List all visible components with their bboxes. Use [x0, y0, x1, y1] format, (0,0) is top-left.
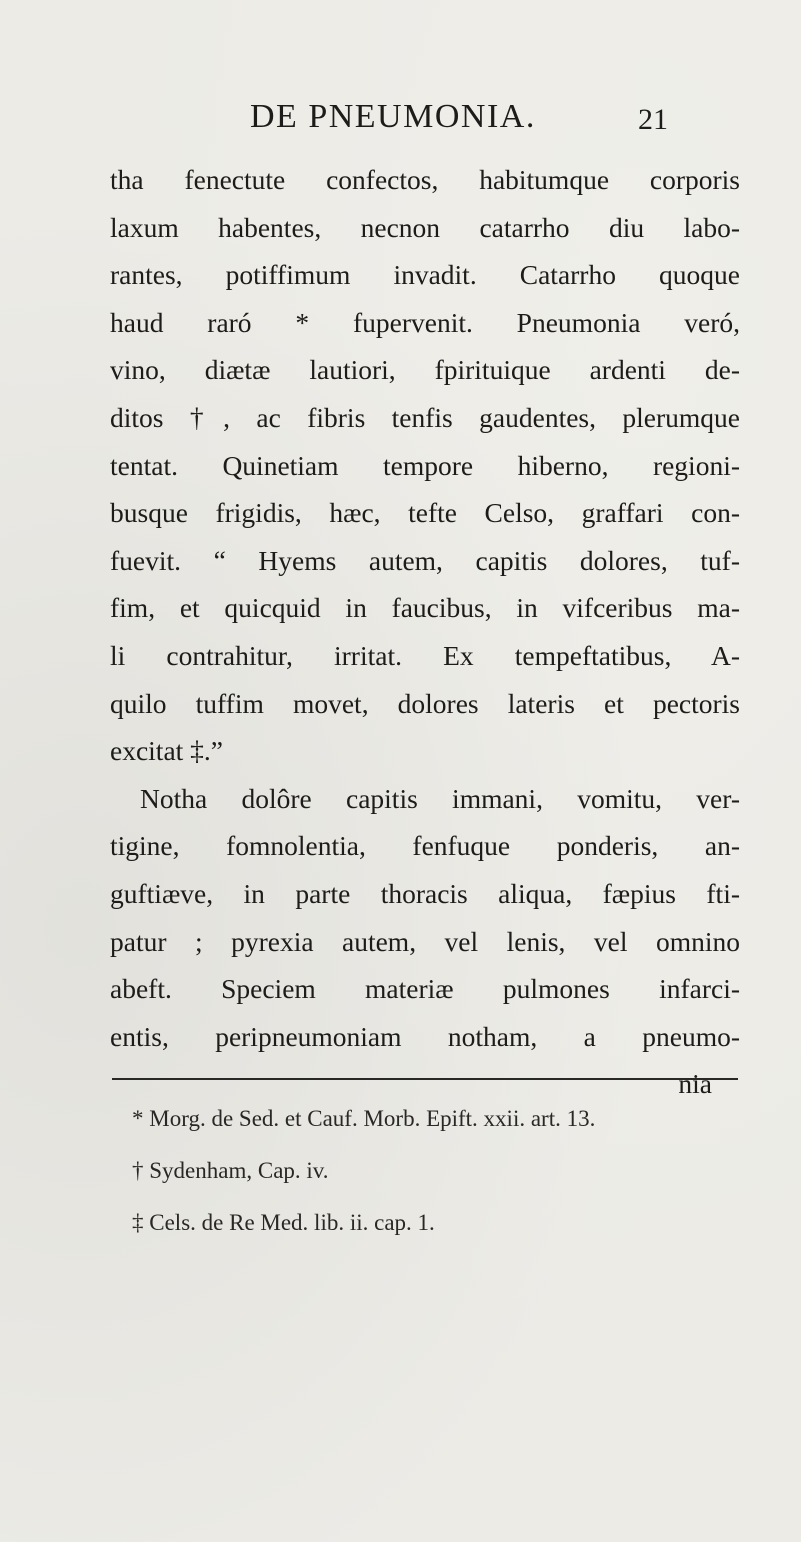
- footnote-rule: [112, 1078, 738, 1080]
- text-line: fuevit. “ Hyems autem, capitis dolores, tuf-: [110, 544, 740, 576]
- text-line: laxum habentes, necnon catarrho diu labo-: [110, 211, 740, 243]
- running-title: DE PNEUMONIA.: [250, 98, 536, 135]
- text-line: tha fenectute confectos, habitumque corporis: [110, 164, 740, 195]
- text-line: guftiæve, in parte thoracis aliqua, fæpius fti-: [110, 877, 740, 909]
- body-text: [110, 156, 740, 1108]
- text-line: quilo tuffim movet, dolores lateris et pectoris: [110, 687, 740, 719]
- footnote: * Morg. de Sed. et Cauf. Morb. Epift. xxii. art. 13.: [132, 1106, 596, 1131]
- text-line: fim, et quicquid in faucibus, in vifceribus ma-: [110, 592, 740, 624]
- text-line: abeft. Speciem materiæ pulmones infarci-: [110, 973, 740, 1005]
- text-line: excitat ‡.”: [110, 735, 223, 767]
- footnotes: [132, 1093, 752, 1249]
- footnote: ‡ Cels. de Re Med. lib. ii. cap. 1.: [132, 1210, 435, 1235]
- text-line: vino, diætæ lautiori, fpirituique ardenti de-: [110, 354, 740, 386]
- text-line: haud raró * fupervenit. Pneumonia veró,: [110, 306, 740, 338]
- footnote: † Sydenham, Cap. iv.: [132, 1158, 329, 1183]
- text-line: Notha dolôre capitis immani, vomitu, ver-: [140, 782, 740, 814]
- running-head: [0, 95, 801, 139]
- text-line: entis, peripneumoniam notham, a pneumo-: [110, 1020, 740, 1052]
- text-line: busque frigidis, hæc, tefte Celso, graffari con-: [110, 497, 740, 529]
- text-line: patur ; pyrexia autem, vel lenis, vel omnino: [110, 925, 740, 957]
- text-line: li contrahitur, irritat. Ex tempeftatibus, A-: [110, 639, 740, 671]
- page-number: 21: [638, 103, 668, 136]
- text-line: ditos †, ac fibris tenfis gaudentes, plerumque: [110, 401, 740, 433]
- text-line: tentat. Quinetiam tempore hiberno, regioni-: [110, 449, 740, 481]
- catchword: nia: [678, 1068, 712, 1100]
- text-line: rantes, potiffimum invadit. Catarrho quoque: [110, 259, 740, 291]
- text-line: tigine, fomnolentia, fenfuque ponderis, an-: [110, 830, 740, 862]
